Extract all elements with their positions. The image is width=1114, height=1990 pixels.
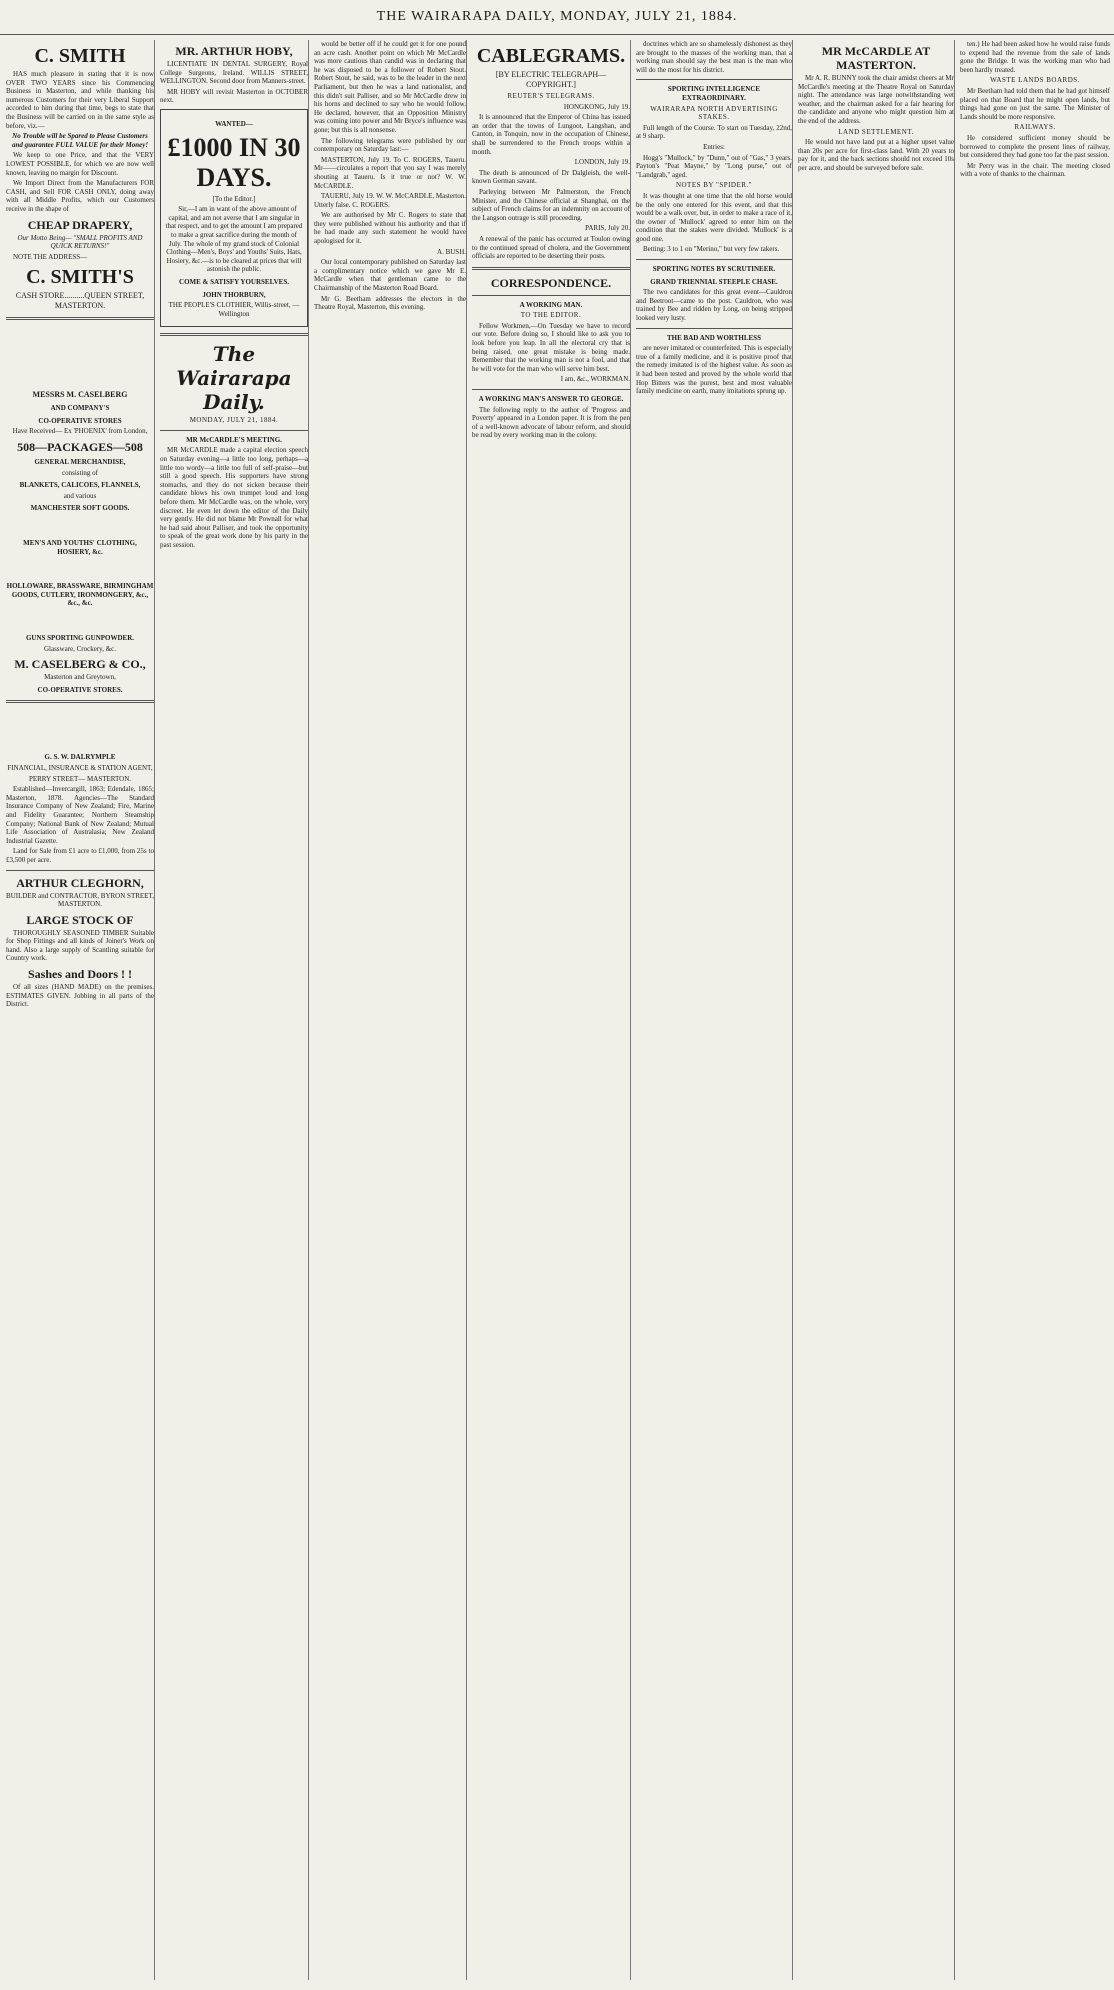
col3-local: Our local contemporary published on Saturday last a complimentary notice which we gave Mr E. McCardle when that gentleman came to the Chairmanship of the Masterton Road Board. bbox=[314, 258, 466, 293]
sporting-sub: WAIRARAPA NORTH ADVERTISING STAKES. bbox=[650, 104, 778, 122]
divider bbox=[636, 328, 792, 329]
ad-c-smith-body: HAS much pleasure in stating that it is now OVER TWO YEARS since his Commencing Business in Masterton, and while thanking his numerous Customers for their very Liberal Support accorded to him during that time, begs to state that the Business will be carried on in the same style as before, viz.— bbox=[6, 70, 154, 130]
column-5 bbox=[636, 40, 793, 1980]
ad-wanted: WANTED— bbox=[215, 119, 253, 128]
ad-editor: [To the Editor.] bbox=[212, 194, 256, 203]
ad-coop: CO-OPERATIVE STORES bbox=[38, 416, 122, 425]
railways-body: He considered sufficient money should be borrowed to complete the present lines of railway, but considered they had gone too far the past session. bbox=[960, 133, 1110, 160]
reuters-title: REUTER'S TELEGRAMS. bbox=[507, 92, 595, 100]
ad-coop2: CO-OPERATIVE STORES. bbox=[37, 685, 123, 694]
col3-rogers: We are authorised by Mr C. Rogers to state that they were published without his authority and that if he had made any such statement he would have apologised for it. bbox=[314, 211, 466, 246]
ad-wanted-body: Sir,—I am in want of the above amount of capital, and am not averse that I am singular in that respect, and to get the amount I am prepared to make a great sacrifice during the month of July. The whole of my grand stock of Colonial Clothing—Men's, Boys' and Youths' Suits, Hats, Hosiery, &c.—is to be cleared at prices that will astonish the public. bbox=[165, 205, 303, 274]
divider bbox=[160, 430, 308, 431]
cablegrams-sub: [BY ELECTRIC TELEGRAPH—COPYRIGHT.] bbox=[495, 70, 607, 89]
notes-title: NOTES BY "SPIDER." bbox=[675, 181, 753, 190]
scrutineer-title: SPORTING NOTES BY SCRUTINEER. bbox=[652, 265, 776, 274]
cable-place1: HONGKONG, July 19. bbox=[563, 102, 630, 111]
letter-body: Fellow Workmen,—On Tuesday we have to record our vote. Before doing so, I should like to ask you to look before you leap. In all the electoral cry that is being raised, one great mistake is being made. Remember that the working man is not a fool, and that he will vote for the man who will serve him best. bbox=[472, 321, 630, 373]
divider bbox=[472, 389, 630, 390]
bad-title: THE BAD AND WORTHLESS bbox=[667, 333, 761, 342]
ad-cheap-drapery: CHEAP DRAPERY, bbox=[27, 217, 133, 232]
letter-title: A WORKING MAN. bbox=[519, 300, 583, 309]
ad-c-smith-title: C. SMITH bbox=[34, 45, 126, 67]
ad-sashes-body: Of all sizes (HAND MADE) on the premises. ESTIMATES GIVEN. Jobbing in all parts of the District. bbox=[6, 983, 154, 1009]
cable-place2: LONDON, July 19. bbox=[574, 158, 630, 167]
ad-hoby-title: MR. ARTHUR HOBY, bbox=[175, 44, 293, 58]
letter-sign: I am, &c., WORKMAN. bbox=[560, 375, 630, 384]
entries-title: Entries: bbox=[703, 142, 725, 151]
divider bbox=[6, 870, 154, 871]
column-1 bbox=[6, 40, 155, 1980]
col5-body: doctrines which are so shamelessly dishonest as they are brought to the masses of the working man, that a working man should say the best man is the man who will do the most for his district. bbox=[636, 40, 792, 74]
divider bbox=[160, 333, 308, 336]
ad-thorburn: JOHN THORBURN, bbox=[202, 290, 266, 299]
answer-body: The following reply to the author of 'Progress and Poverty' appeared in a London paper. It is from the pen of a well-known advocate of labour reform, and should be read by every working man in the colony. bbox=[472, 405, 630, 440]
ad-cleghorn: ARTHUR CLEGHORN, bbox=[16, 875, 144, 890]
divider bbox=[636, 79, 792, 80]
column-7 bbox=[960, 40, 1110, 1980]
ad-note: NOTE THE ADDRESS— bbox=[13, 252, 88, 261]
cable-place3: PARIS, July 20. bbox=[585, 224, 630, 233]
bad-body: are never imitated or counterfeited. This is especially true of a family medicine, and it is positive proof that the remedy imitated is of the highest value. As soon as it had been tested and proved by the whole world that Hop Bitters was the purest, best and most valuable family medicine on earth, many imitations sprung up. bbox=[636, 344, 792, 396]
mccardle-title: MR McCARDLE AT MASTERTON. bbox=[821, 44, 931, 72]
steeple-body: The two candidates for this great event—Cauldron and Beetroot—came to the post. Cauldron, who was trained by Bee and ridden by Long, on being stripped looked very lusty. bbox=[636, 288, 792, 323]
cable-body1: It is announced that the Emperor of China has issued an order that the towns of Lungoot, Langshan, and Canton, in Tonquin, now in the occupation of Chinese, shall be surrendered to the French troops within a month. bbox=[472, 113, 630, 156]
column-6 bbox=[798, 40, 955, 1980]
paper-title: The Wairarapa Daily. bbox=[176, 342, 292, 415]
ad-places: Masterton and Greytown, bbox=[44, 673, 116, 682]
ad-stock: LARGE STOCK OF bbox=[26, 912, 134, 927]
sporting-intro: Full length of the Course. To start on Tuesday, 22nd, at 9 sharp. bbox=[636, 123, 792, 141]
article-title: MR McCARDLE'S MEETING. bbox=[186, 435, 282, 444]
column-2 bbox=[160, 40, 309, 1980]
article-body: MR McCARDLE made a capital election speech on Saturday evening—a little too long, perhaps—a little too wordy—a little too full of self-praise—but still a good speech. His supporters have strong stomachs, and they do not sicken because their candidate blows his own trumpet loud and long before them. Mr McCardle was, on the whole, very discreet. He even let down the editor of the Daily very gently. He did not blame Mr Pownall for what he had said about Palliser, and took the opportunity to speak of the great work done by his party in the past session. bbox=[160, 446, 308, 549]
col3-bush: A. BUSH. bbox=[437, 247, 466, 256]
divider bbox=[6, 317, 154, 320]
ad-general: GENERAL MERCHANDISE, bbox=[34, 458, 126, 467]
ad-thorburn-box bbox=[160, 109, 308, 327]
ad-dalrymple-sub: FINANCIAL, INSURANCE & STATION AGENT, bbox=[7, 763, 153, 772]
land-title: LAND SETTLEMENT. bbox=[838, 127, 914, 136]
cable-body4: A renewal of the panic has occurred at Toulon owing to the continued spread of cholera, and the Government officials are reported to be deserting their posts. bbox=[472, 234, 630, 261]
page-masthead: THE WAIRARAPA DAILY, MONDAY, JULY 21, 1884. bbox=[0, 0, 1114, 35]
mccardle-body: Mr A. R. BUNNY took the chair amidst cheers at Mr McCardle's meeting at the Theatre Royal on Saturday night. The attendance was large notwithstanding wet weather, and the chairman asked for a fair hearing for the candidate and anyone who might question him at the end of the address. bbox=[798, 74, 954, 125]
divider bbox=[472, 267, 630, 270]
land-body: He would not have land put at a higher upset value than 20s per acre for first-class land. With 20 years to pay for it, and the back sections should not exceed 10s per acre, and should be surveyed before sale. bbox=[798, 138, 954, 172]
ad-amount: £1000 IN 30 DAYS. bbox=[167, 132, 301, 192]
steeple-title: GRAND TRIENNIAL STEEPLE CHASE. bbox=[650, 277, 778, 286]
ad-cleghorn-sub: BUILDER and CONTRACTOR, BYRON STREET, MASTERTON. bbox=[6, 891, 154, 909]
col3-telegram-intro: The following telegrams were published by our contemporary on Saturday last:— bbox=[314, 136, 466, 154]
ad-hollow: HOLLOWARE, BRASSWARE, BIRMINGHAM GOODS, CUTLERY, IRONMONGERY, &c., &c., &c. bbox=[6, 582, 154, 608]
ad-sashes: Sashes and Doors ! ! bbox=[27, 967, 132, 982]
ad-dalrymple: G. S. W. DALRYMPLE bbox=[44, 753, 116, 762]
ad-address: CASH STORE..........QUEEN STREET, MASTERTON. bbox=[15, 291, 145, 311]
letter-editor: TO THE EDITOR. bbox=[520, 311, 582, 320]
ad-consisting: consisting of bbox=[62, 468, 98, 477]
cable-body2: The death is announced of Dr Dalgleish, the well-known German savant. bbox=[472, 168, 630, 186]
ad-dalrymple-addr: PERRY STREET— MASTERTON. bbox=[28, 774, 132, 783]
betting: Betting: 3 to 1 on "Merino," but very few takers. bbox=[643, 245, 780, 254]
column-3 bbox=[314, 40, 467, 1980]
ad-come: COME & SATISFY YOURSELVES. bbox=[179, 277, 289, 286]
ad-hoby-body: LICENTIATE IN DENTAL SURGERY, Royal College Surgeons, Ireland. WILLIS STREET, WELLINGTON. Second door from Manners-street. bbox=[160, 60, 308, 86]
ad-imports: We Import Direct from the Manufacturers FOR CASH, and Sell FOR CASH ONLY, doing away with all Middle Profits, which our Customers receive in the shape of bbox=[6, 179, 154, 213]
ad-c-smith-name2: C. SMITH'S bbox=[26, 266, 134, 289]
notes-body: It was thought at one time that the old horse would be the only one entered for this event, and that this would be a walk over, but, in order to make a race of it, the owner of 'Mullock' agreed to enter him on the condition that the stakes were divided. 'Mullock' is a good one. bbox=[636, 191, 792, 243]
ad-land-sale: Land for Sale from £1 acre to £1,000, from 25s to £3,500 per acre. bbox=[6, 847, 154, 864]
waste-title: WASTE LANDS BOARDS. bbox=[990, 76, 1080, 85]
ad-packages: 508—PACKAGES—508 bbox=[17, 440, 143, 455]
column-4 bbox=[472, 40, 631, 1980]
ad-glass: Glassware, Crockery, &c. bbox=[43, 644, 117, 653]
ad-guns: GUNS SPORTING GUNPOWDER. bbox=[25, 634, 135, 642]
ad-various: and various bbox=[63, 491, 97, 500]
col7-body: ten.) He had been asked how he would raise funds to expend had the revenue from the sale of lands gone the Bridge. It was the working man who had been hardly treated. bbox=[960, 40, 1110, 74]
ad-timber: THOROUGHLY SEASONED TIMBER Suitable for Shop Fittings and all kinds of Joiner's Work on hand. Also a large supply of Scantling suitable for Country work. bbox=[6, 928, 154, 963]
correspondence-title: CORRESPONDENCE. bbox=[490, 275, 612, 290]
ad-manchester: MANCHESTER SOFT GOODS. bbox=[30, 504, 130, 513]
entries-body: Hogg's "Mullock," by "Dunn," out of "Gas," 3 years. Payton's "Peat Mayne," by "Long purse," out of "Landgrab," aged. bbox=[636, 153, 792, 179]
divider bbox=[472, 295, 630, 296]
ad-prices: We keep to one Price, and that the VERY LOWEST POSSIBLE, for which we are now well known, leaving no margin for Discount. bbox=[6, 151, 154, 177]
ad-dalrymple-body: Established—Invercargill, 1863; Edendale, 1865; Masterton, 1878. Agencies—The Standard Insurance Company of New Zealand; Fire, Marine and Fidelity Guarantee; Northern Steamship Company; National Bank of New Zealand; Mutual Life Association of Australasia; New Zealand Industrial Gazette. bbox=[6, 785, 154, 845]
ad-clothier: THE PEOPLE'S CLOTHIER, Willis-street, — Wellington bbox=[168, 301, 300, 318]
ad-caselberg-title: MESSRS M. CASELBERG bbox=[32, 390, 128, 400]
col3-tel2: TAUERU, July 19. W. W. McCARDLE, Masterton. Utterly false. C. ROGERS. bbox=[314, 192, 466, 209]
col3-tel1: MASTERTON, July 19. To C. ROGERS, Taueru. Mr——circulates a report that you say I was merely shouting at Taueru. Is it true or not? W. W. McCARDLE. bbox=[314, 155, 466, 190]
ad-caselberg2: M. CASELBERG & CO., bbox=[14, 657, 146, 672]
ad-blankets: BLANKETS, CALICOES, FLANNELS, bbox=[19, 481, 141, 490]
ad-received: Have Received— Ex 'PHOENIX' from London, bbox=[12, 427, 148, 436]
col3-body: would be better off if he could get it for one pound an acre cash. Another point on which Mr McCardle was more cautious than candid was in declaring that he was disposed to be a follower of Robert Stout. Robert Stout, he said, was to be the leader in the next Parliament, but then he was a land nationalist, and this didn't suit Palliser, and so Mr McCardle drew in his horns and declined to say who he would follow. He declared, however, that an Opposition Ministry was coming into power and Mr Bryce's influence was gone; but this is all nonsense. bbox=[314, 40, 466, 134]
ad-mens: MEN'S AND YOUTHS' CLOTHING, HOSIERY, &c. bbox=[23, 539, 137, 556]
closing-body: Mr Perry was in the chair. The meeting closed with a vote of thanks to the chairman. bbox=[960, 161, 1110, 179]
railways-title: RAILWAYS. bbox=[1014, 123, 1056, 132]
divider bbox=[636, 259, 792, 260]
ad-trouble: No Trouble will be Spared to Please Customers and guarantee FULL VALUE for their Money! bbox=[11, 132, 149, 149]
waste-body: Mr Beetham had told them that he had got himself placed on that Board that he might open lands, but things had gone on just the same. The Minister of Lands should be more responsive. bbox=[960, 86, 1110, 121]
sporting-title: SPORTING INTELLIGENCE EXTRAORDINARY. bbox=[667, 85, 761, 102]
cable-body3: Parleying between Mr Palmerston, the French Minister, and the Chinese official at Shanghai, on the subject of French claims for an indemnity on account of the Langson outrage is still proceeding. bbox=[472, 187, 630, 222]
paper-date: MONDAY, JULY 21, 1884. bbox=[189, 416, 279, 425]
ad-motto: Our Motto Being— "SMALL PROFITS AND QUICK RETURNS!" bbox=[17, 233, 143, 251]
divider bbox=[6, 700, 154, 703]
cablegrams-title: CABLEGRAMS. bbox=[476, 45, 626, 67]
ad-hoby-visit: MR HOBY will revisit Masterton in OCTOBER next. bbox=[160, 87, 308, 105]
ad-caselberg-sub: AND COMPANY'S bbox=[50, 404, 110, 413]
answer-title: A WORKING MAN'S ANSWER TO GEORGE. bbox=[478, 395, 624, 404]
col3-shire: Mr G. Beetham addresses the electors in the Theatre Royal, Masterton, this evening. bbox=[314, 294, 466, 312]
